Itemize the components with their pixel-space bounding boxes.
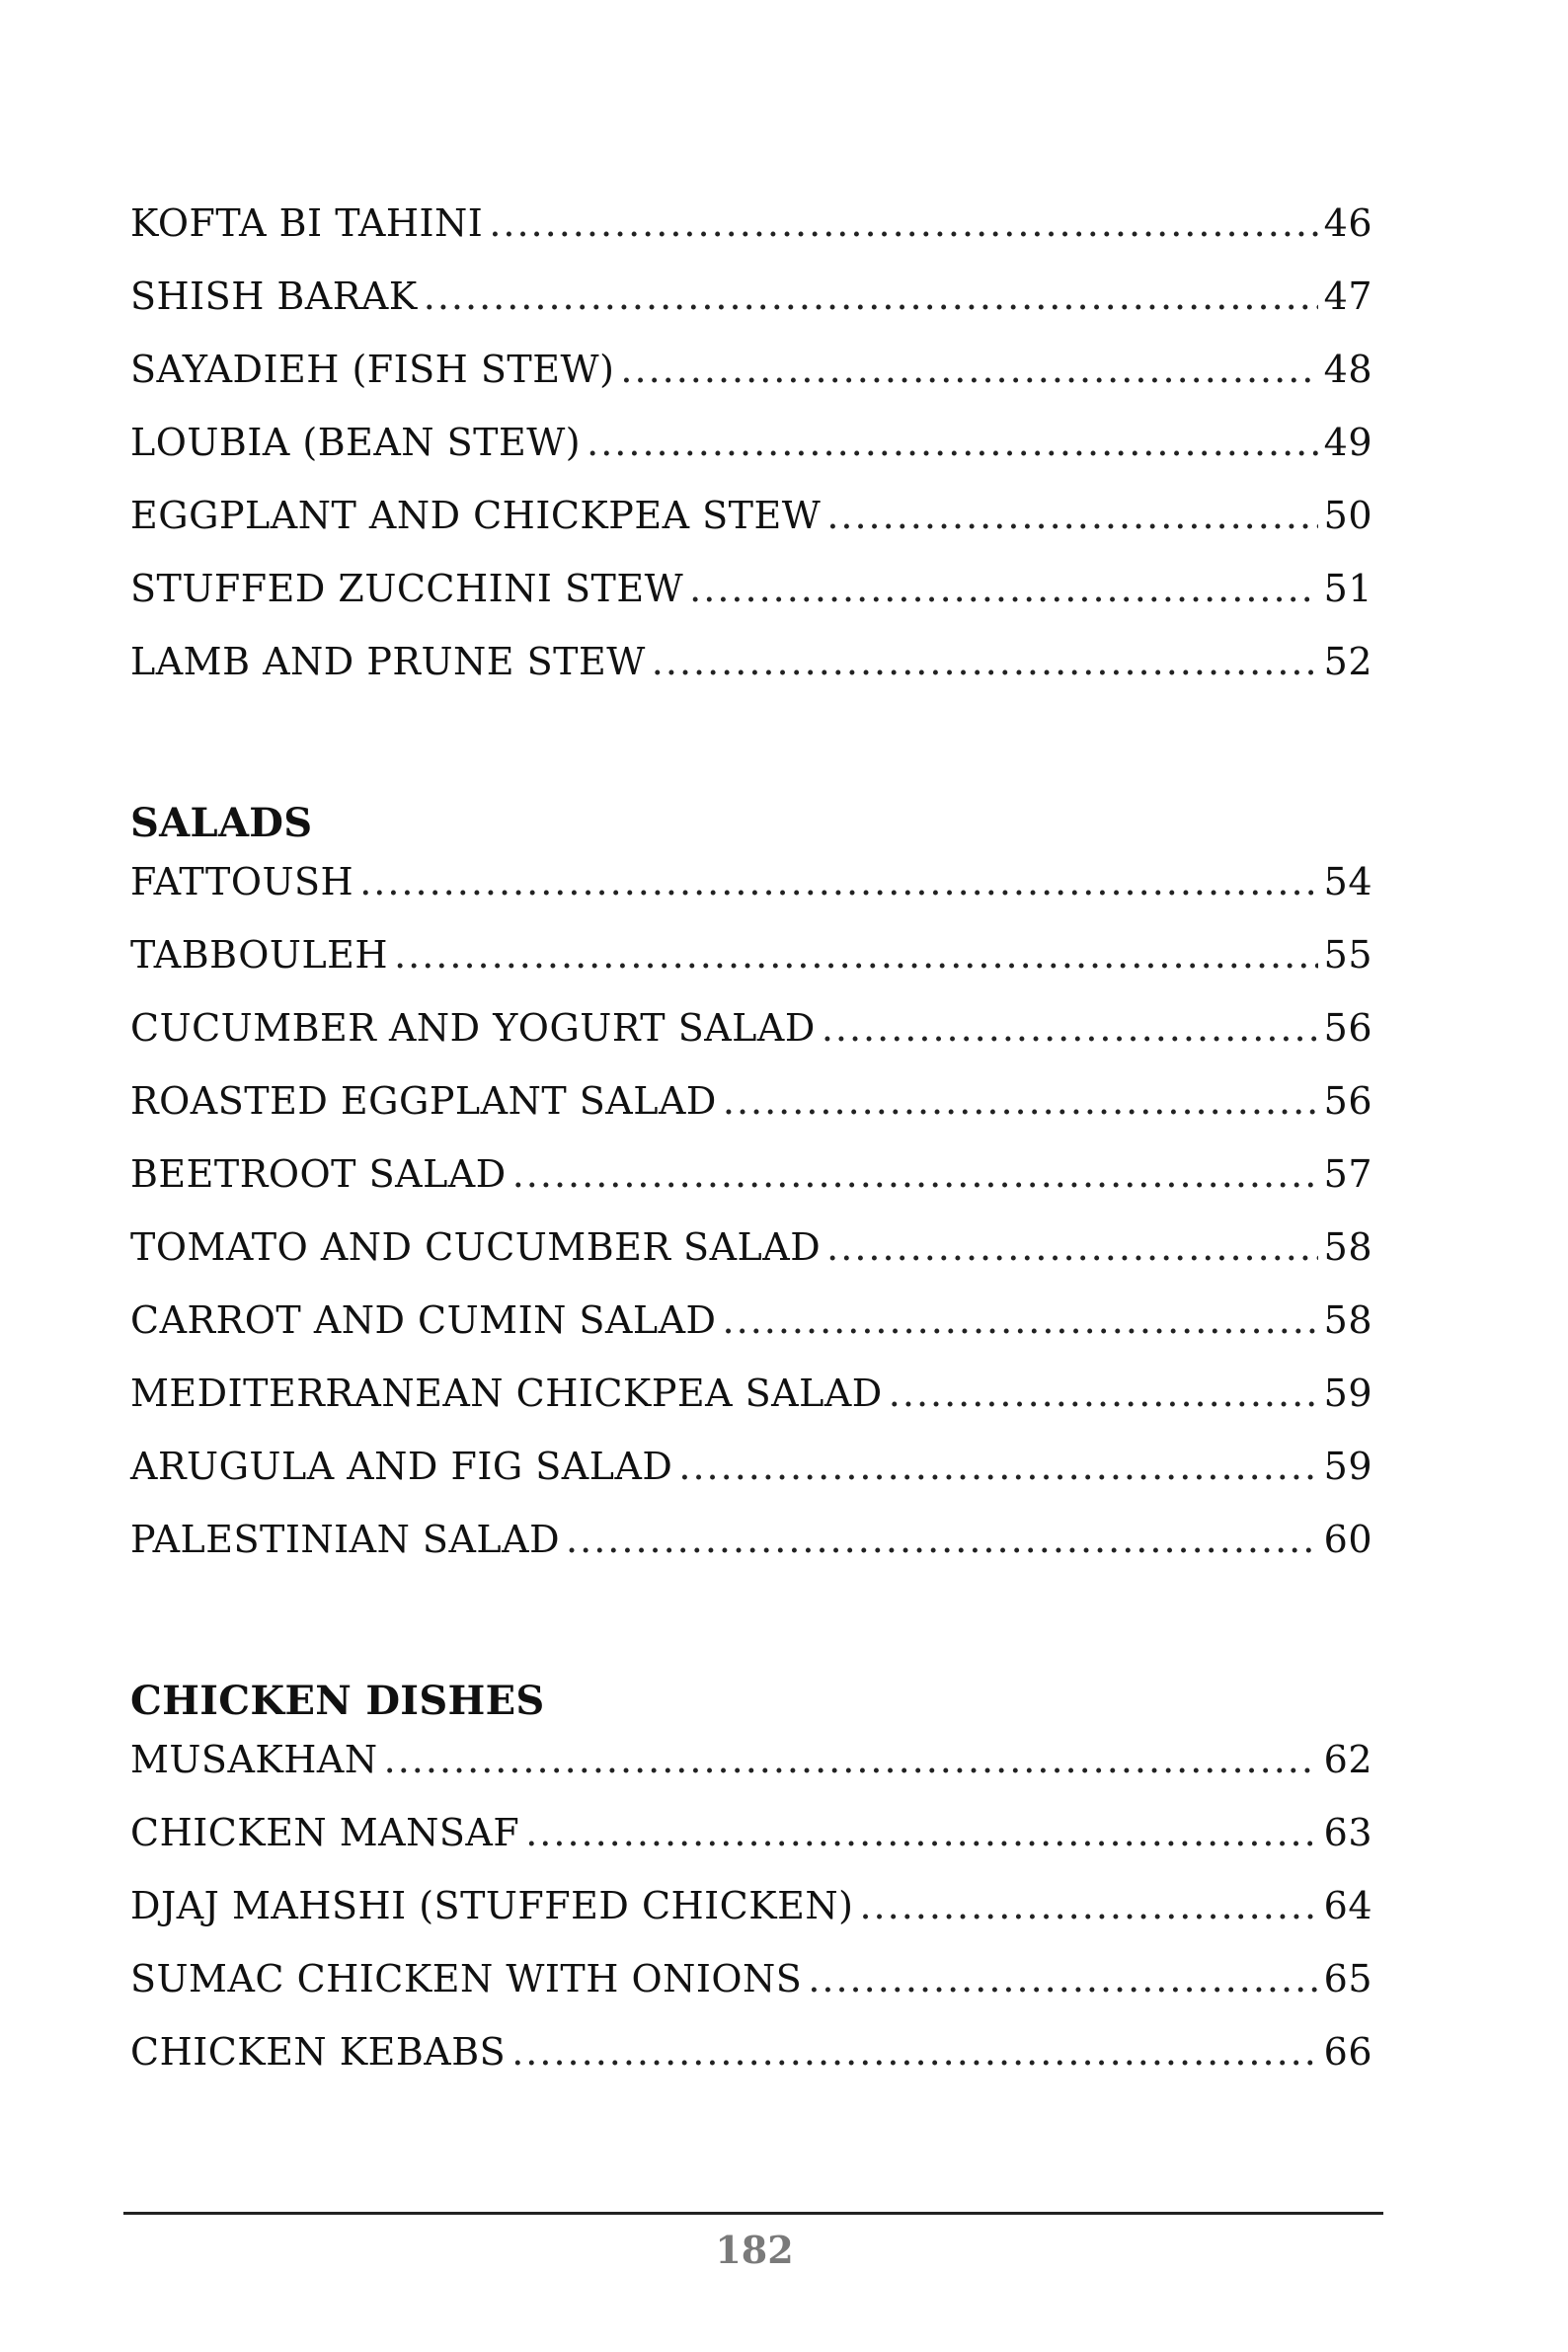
toc-entry xyxy=(130,1518,1372,1591)
toc-group-stews xyxy=(130,201,1372,713)
toc-dot-leader xyxy=(512,1152,1318,1196)
toc-dot-leader xyxy=(566,1518,1318,1561)
toc-section-salads xyxy=(130,787,1372,1591)
toc-entry-page: 50 xyxy=(1323,494,1372,537)
toc-dot-leader xyxy=(889,1372,1318,1415)
toc-entry-title: ROASTED EGGPLANT SALAD xyxy=(130,1079,717,1123)
toc-dot-leader xyxy=(723,1079,1318,1123)
toc-entry-title: CUCUMBER AND YOGURT SALAD xyxy=(130,1006,816,1050)
toc-entry xyxy=(130,860,1372,933)
toc-entry-title: ARUGULA AND FIG SALAD xyxy=(130,1445,673,1488)
toc-entry xyxy=(130,1738,1372,1811)
toc-entry-page: 58 xyxy=(1323,1225,1372,1269)
toc-entry-title: DJAJ MAHSHI (STUFFED CHICKEN) xyxy=(130,1884,854,1927)
page-number: 182 xyxy=(715,2228,794,2272)
toc-entry-title: BEETROOT SALAD xyxy=(130,1152,507,1196)
toc-entry xyxy=(130,1152,1372,1225)
toc-entry xyxy=(130,1811,1372,1884)
toc-dot-leader xyxy=(489,201,1317,245)
toc-entry xyxy=(130,348,1372,421)
toc-entry xyxy=(130,421,1372,494)
toc-entry xyxy=(130,567,1372,640)
toc-entry xyxy=(130,494,1372,567)
toc-entry xyxy=(130,933,1372,1006)
toc-entry-page: 64 xyxy=(1323,1884,1372,1927)
toc-entry-title: EGGPLANT AND CHICKPEA STEW xyxy=(130,494,822,537)
toc-dot-leader xyxy=(808,1957,1317,2000)
toc-dot-leader xyxy=(359,860,1317,903)
toc-entry-title: CARROT AND CUMIN SALAD xyxy=(130,1298,717,1342)
toc-entry-page: 57 xyxy=(1323,1152,1372,1196)
toc-entry-title: CHICKEN MANSAF xyxy=(130,1811,520,1854)
toc-entry-title: SHISH BARAK xyxy=(130,274,418,318)
toc-dot-leader xyxy=(511,2030,1317,2074)
toc-entry xyxy=(130,640,1372,713)
toc-entry-title: LAMB AND PRUNE STEW xyxy=(130,640,646,683)
toc-entry-page: 54 xyxy=(1323,860,1372,903)
toc-dot-leader xyxy=(822,1006,1318,1050)
toc-entry-page: 56 xyxy=(1323,1006,1372,1050)
toc-entry-page: 46 xyxy=(1323,201,1372,245)
toc-entry-page: 65 xyxy=(1323,1957,1372,2000)
toc-entry-page: 52 xyxy=(1323,640,1372,683)
toc-entry-title: LOUBIA (BEAN STEW) xyxy=(130,421,582,464)
toc-entry-page: 55 xyxy=(1323,933,1372,977)
toc-entry-page: 47 xyxy=(1323,274,1372,318)
toc-entry xyxy=(130,1445,1372,1518)
toc-entry-page: 60 xyxy=(1323,1518,1372,1561)
toc-entry xyxy=(130,1079,1372,1152)
toc-entry-title: PALESTINIAN SALAD xyxy=(130,1518,561,1561)
toc-entry-title: FATTOUSH xyxy=(130,860,354,903)
toc-entry-page: 58 xyxy=(1323,1298,1372,1342)
toc-entry-title: KOFTA BI TAHINI xyxy=(130,201,484,245)
toc-entry-page: 51 xyxy=(1323,567,1372,610)
toc-dot-leader xyxy=(424,274,1318,318)
toc-entry xyxy=(130,1298,1372,1372)
toc-entry-page: 59 xyxy=(1323,1445,1372,1488)
toc-entry-page: 49 xyxy=(1323,421,1372,464)
toc-dot-leader xyxy=(620,348,1317,391)
toc-entry-title: SAYADIEH (FISH STEW) xyxy=(130,348,615,391)
toc-entry-title: MUSAKHAN xyxy=(130,1738,378,1781)
toc-entry-title: MEDITERRANEAN CHICKPEA SALAD xyxy=(130,1372,883,1415)
toc-entry-page: 48 xyxy=(1323,348,1372,391)
toc-entry-page: 62 xyxy=(1323,1738,1372,1781)
toc-entry-title: STUFFED ZUCCHINI STEW xyxy=(130,567,684,610)
toc-dot-leader xyxy=(587,421,1318,464)
toc-dot-leader xyxy=(525,1811,1317,1854)
toc-dot-leader xyxy=(689,567,1317,610)
toc-dot-leader xyxy=(826,1225,1317,1269)
footer-divider xyxy=(123,2212,1383,2215)
toc-entry xyxy=(130,1884,1372,1957)
toc-entry xyxy=(130,2030,1372,2103)
toc-section-chicken-dishes xyxy=(130,1665,1372,2103)
section-heading: SALADS xyxy=(130,800,313,846)
toc-entry-page: 66 xyxy=(1323,2030,1372,2074)
toc-dot-leader xyxy=(394,933,1318,977)
toc-entry-page: 59 xyxy=(1323,1372,1372,1415)
toc-entry xyxy=(130,274,1372,348)
toc-dot-leader xyxy=(384,1738,1318,1781)
section-heading: CHICKEN DISHES xyxy=(130,1678,545,1724)
toc-entry xyxy=(130,1225,1372,1298)
toc-entry xyxy=(130,1006,1372,1079)
toc-entry-page: 63 xyxy=(1323,1811,1372,1854)
toc-dot-leader xyxy=(859,1884,1317,1927)
toc-entry-page: 56 xyxy=(1323,1079,1372,1123)
toc-dot-leader xyxy=(652,640,1318,683)
toc-dot-leader xyxy=(826,494,1317,537)
toc-entry-title: TABBOULEH xyxy=(130,933,389,977)
toc-entry xyxy=(130,201,1372,274)
toc-entry xyxy=(130,1957,1372,2030)
toc-dot-leader xyxy=(678,1445,1317,1488)
toc-dot-leader xyxy=(723,1298,1318,1342)
toc-entry-title: TOMATO AND CUCUMBER SALAD xyxy=(130,1225,822,1269)
toc-entry xyxy=(130,1372,1372,1445)
toc-entry-title: CHICKEN KEBABS xyxy=(130,2030,507,2074)
toc-entry-title: SUMAC CHICKEN WITH ONIONS xyxy=(130,1957,803,2000)
